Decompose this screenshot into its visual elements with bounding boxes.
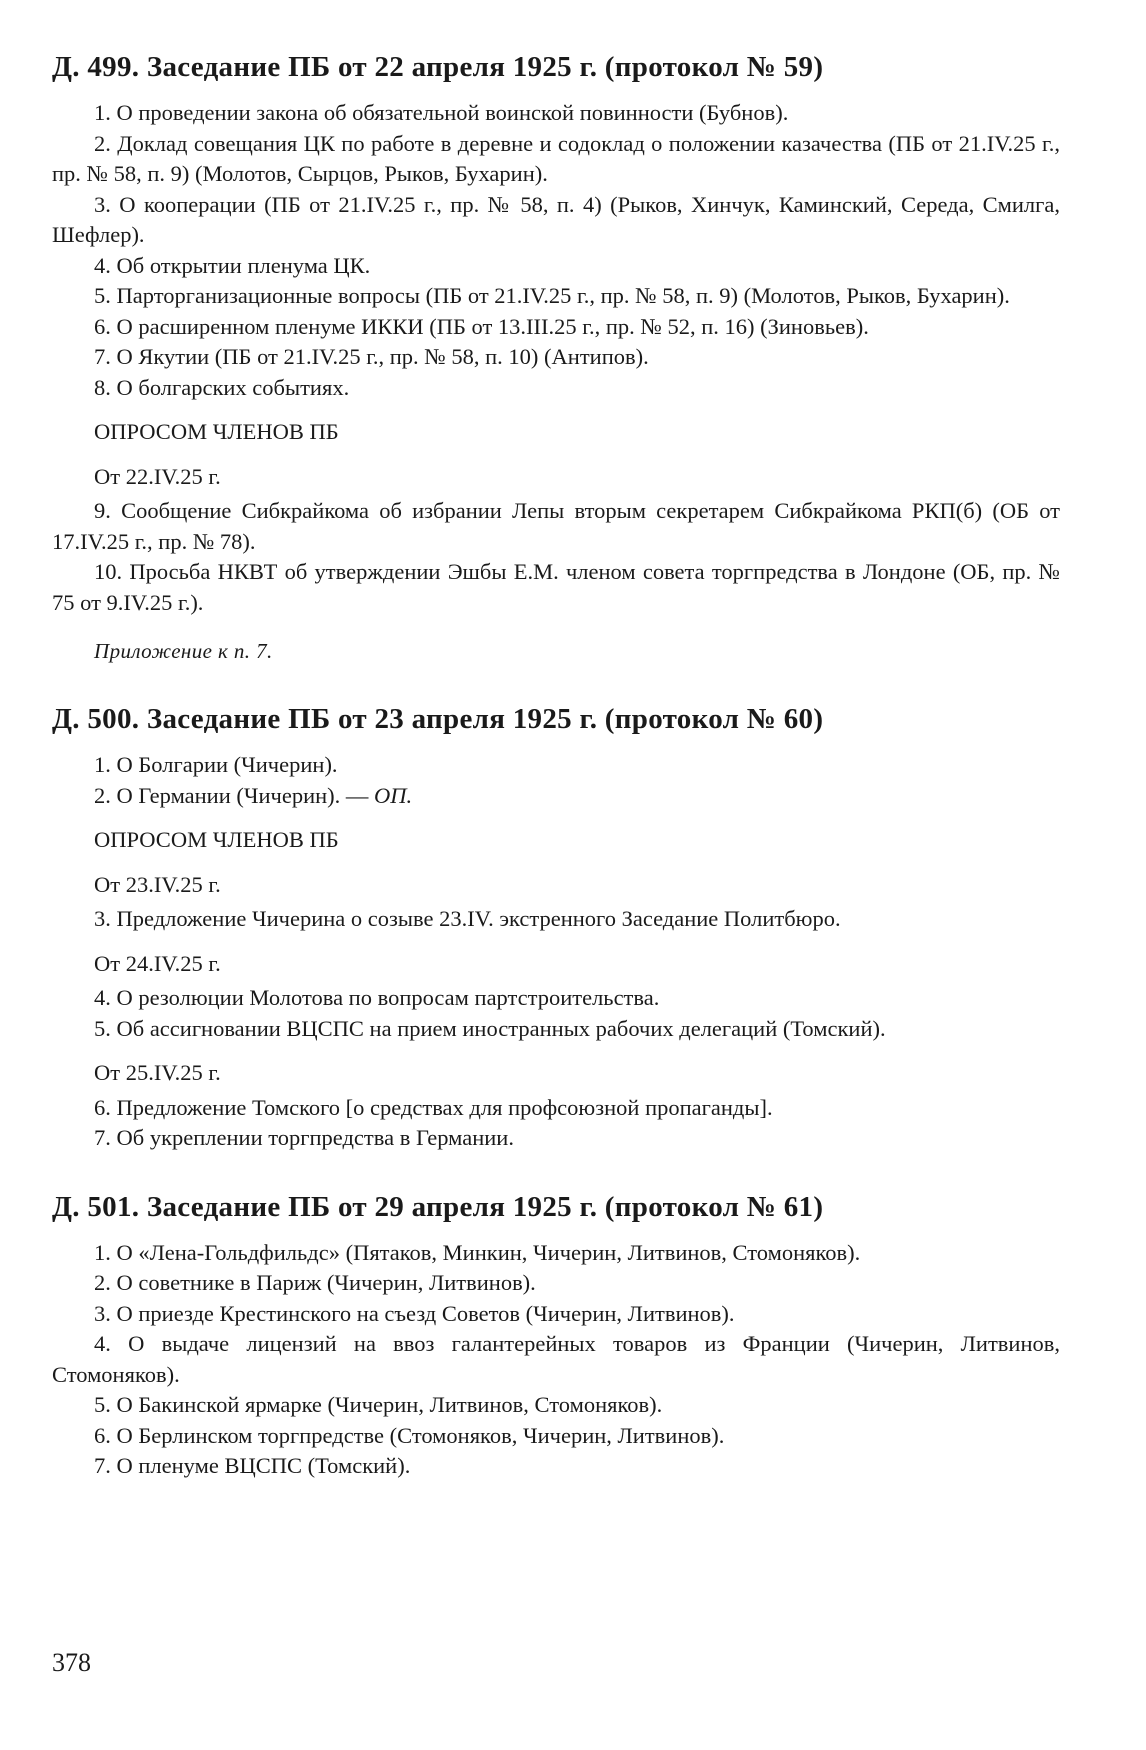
agenda-item: 8. О болгарских событиях.	[94, 374, 350, 400]
survey-date: От 24.IV.25 г.	[94, 950, 221, 976]
agenda-item: 2. О советнике в Париж (Чичерин, Литвинов).	[94, 1270, 536, 1295]
agenda-item: 1. О проведении закона об обязательной воинской повинности (Бубнов).	[94, 100, 789, 125]
survey-heading: ОПРОСОМ ЧЛЕНОВ ПБ	[94, 419, 339, 444]
agenda-item: 9. Сообщение Сибкрайкома об избрании Лепы вторым секретарем Сибкрайкома РКП(б) (ОБ от 17.IV.25 г., пр. № 78).	[52, 498, 1060, 554]
agenda-item-mark: ОП.	[374, 782, 413, 808]
agenda-item: 3. О кооперации (ПБ от 21.IV.25 г., пр. № 58, п. 4) (Рыков, Хинчук, Каминский, Середа, Смилга, Шефлер).	[52, 191, 1060, 247]
agenda-item: 7. Об укреплении торгпредства в Германии.	[94, 1125, 514, 1150]
document-heading: Д. 499. Заседание ПБ от 22 апреля 1925 г. (протокол № 59)	[52, 51, 824, 83]
agenda-item: 3. Предложение Чичерина о созыве 23.IV. экстренного Заседание Политбюро.	[94, 906, 841, 931]
agenda-item: 4. О резолюции Молотова по вопросам партстроительства.	[94, 985, 660, 1010]
agenda-item: 10. Просьба НКВТ об утверждении Эшбы Е.М. членом совета торгпредства в Лондоне (ОБ, пр. № 75 от 9.IV.25 г.).	[52, 559, 1060, 615]
document-heading: Д. 501. Заседание ПБ от 29 апреля 1925 г. (протокол № 61)	[52, 1190, 824, 1223]
survey-heading: ОПРОСОМ ЧЛЕНОВ ПБ	[94, 827, 339, 852]
agenda-item: 5. Об ассигновании ВЦСПС на прием иностранных рабочих делегаций (Томский).	[94, 1015, 886, 1041]
document-499	[52, 50, 1060, 666]
agenda-item: 6. О Берлинском торгпредстве (Стомоняков, Чичерин, Литвинов).	[94, 1422, 725, 1448]
agenda-item: 5. Парторганизационные вопросы (ПБ от 21.IV.25 г., пр. № 58, п. 9) (Молотов, Рыков, Бухарин).	[94, 283, 1010, 308]
document-500	[52, 702, 1060, 1154]
agenda-item-text: 2. О Германии (Чичерин). —	[94, 782, 369, 808]
agenda-item: 1. О «Лена-Гольдфильдс» (Пятаков, Минкин, Чичерин, Литвинов, Стомоняков).	[94, 1239, 861, 1265]
page-body	[52, 50, 1060, 1482]
agenda-item: 2. Доклад совещания ЦК по работе в деревне и содоклад о положении казачества (ПБ от 21.IV.25 г., пр. № 58, п. 9) (Молотов, Сырцов, Рыков, Бухарин).	[52, 130, 1060, 186]
agenda-item: 6. О расширенном пленуме ИККИ (ПБ от 13.III.25 г., пр. № 52, п. 16) (Зиновьев).	[94, 313, 869, 339]
agenda-item: 5. О Бакинской ярмарке (Чичерин, Литвинов, Стомоняков).	[94, 1392, 663, 1417]
survey-date: От 23.IV.25 г.	[94, 871, 221, 897]
survey-date: От 22.IV.25 г.	[94, 463, 221, 489]
survey-date: От 25.IV.25 г.	[94, 1060, 221, 1085]
appendix-note: Приложение к п. 7.	[94, 639, 273, 663]
agenda-item: 7. О пленуме ВЦСПС (Томский).	[94, 1453, 411, 1478]
agenda-item: 1. О Болгарии (Чичерин).	[94, 752, 338, 777]
document-heading: Д. 500. Заседание ПБ от 23 апреля 1925 г. (протокол № 60)	[52, 703, 824, 735]
agenda-item	[52, 781, 1060, 812]
agenda-item: 4. О выдаче лицензий на ввоз галантерейных товаров из Франции (Чичерин, Литвинов, Стомоняков).	[52, 1331, 1060, 1387]
document-501	[52, 1190, 1060, 1482]
agenda-item: 6. Предложение Томского [о средствах для профсоюзной пропаганды].	[94, 1094, 773, 1120]
agenda-item: 3. О приезде Крестинского на съезд Советов (Чичерин, Литвинов).	[94, 1300, 735, 1326]
page-number: 378	[52, 1648, 91, 1677]
agenda-item: 4. Об открытии пленума ЦК.	[94, 252, 371, 278]
agenda-item: 7. О Якутии (ПБ от 21.IV.25 г., пр. № 58, п. 10) (Антипов).	[94, 344, 649, 369]
